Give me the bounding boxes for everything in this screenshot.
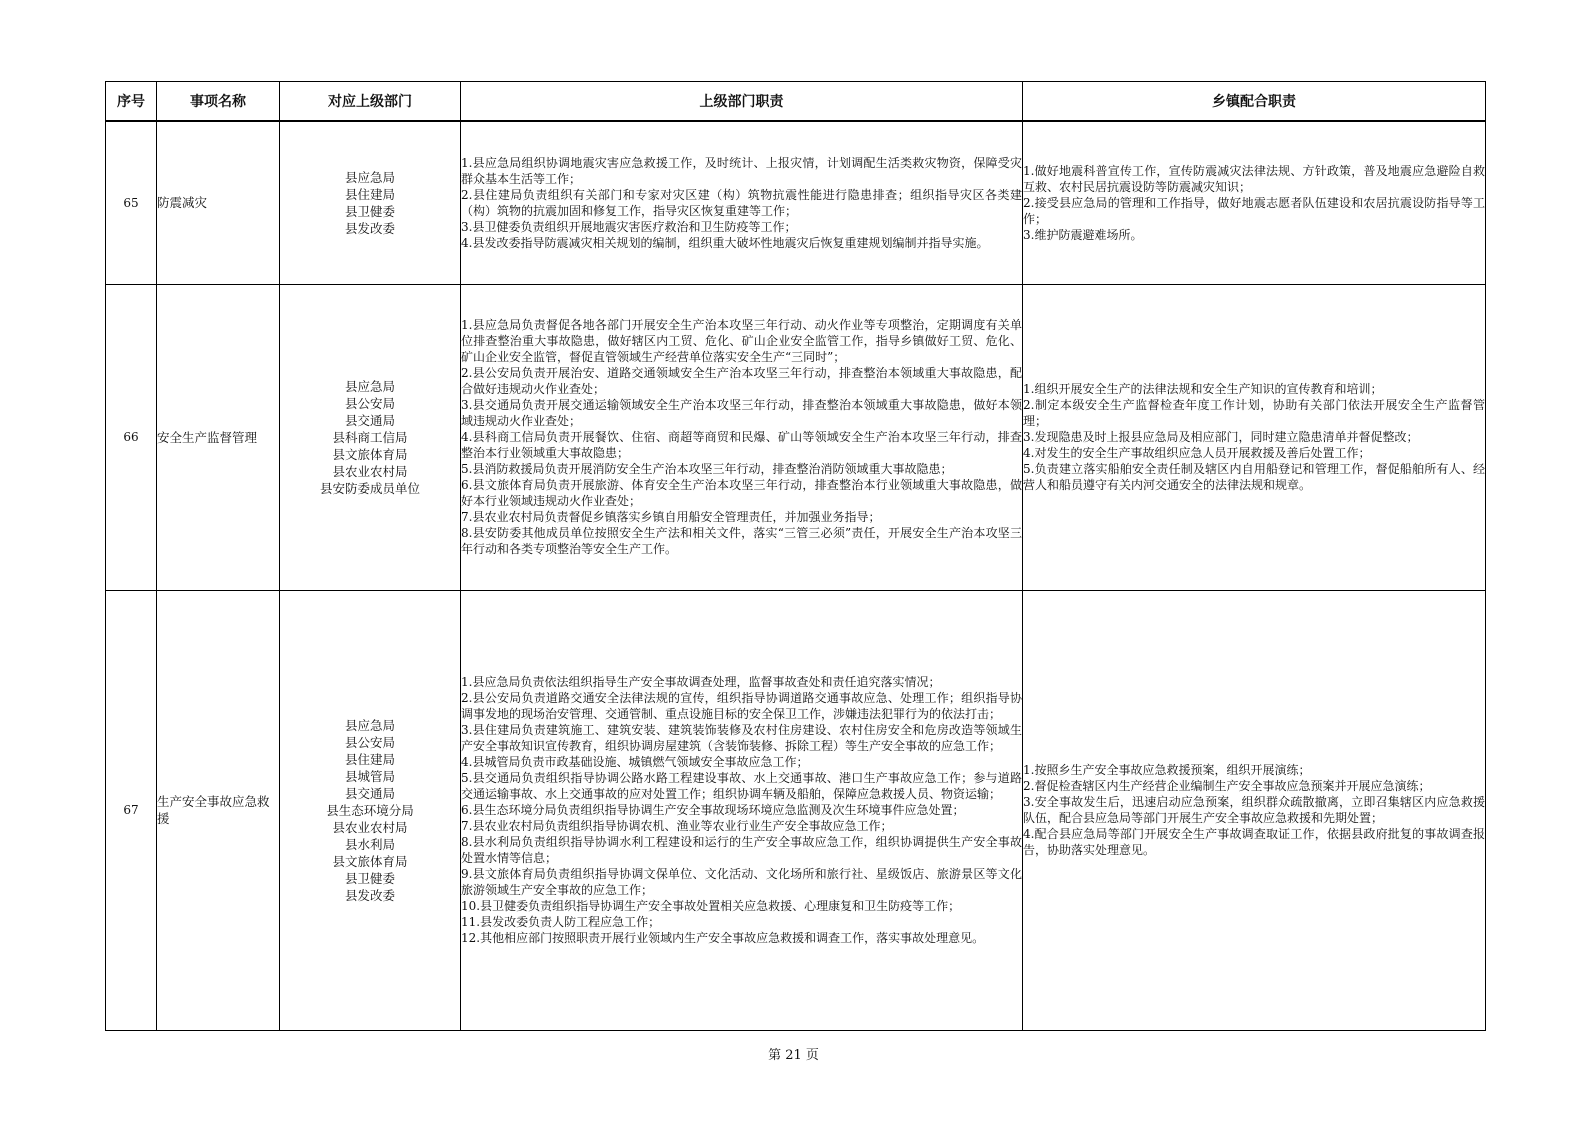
- duty-item: 5.县交通局负责组织指导协调公路水路工程建设事故、水上交通事故、港口生产事故应急工作；参与道路交通运输事故、水上交通事故的应对处置工作；组织协调车辆及船舶，保障应急救援人员、物资运输；: [461, 771, 1022, 801]
- duty-item: 1.按照乡生产安全事故应急救援预案，组织开展演练；: [1023, 763, 1311, 777]
- duty-item: 4.配合县应急局等部门开展安全生产事故调查取证工作，依据县政府批复的事故调查报告，协助落实处理意见。: [1023, 827, 1485, 857]
- dept-item: 县交通局: [344, 412, 395, 428]
- page-number: 第 21 页: [768, 1048, 819, 1063]
- duty-item: 11.县发改委负责人防工程应急工作；: [461, 915, 661, 929]
- duty-item: 1.组织开展安全生产的法律法规和安全生产知识的宣传教育和培训；: [1023, 382, 1383, 396]
- duty-item: 2.县住建局负责组织有关部门和专家对灾区建（构）筑物抗震性能进行隐患排查；组织指导灾区各类建（构）筑物的抗震加固和修复工作，指导灾区恢复重建等工作；: [461, 187, 1022, 218]
- duty-item: 4.县科商工信局负责开展餐饮、住宿、商超等商贸和民爆、矿山等领域安全生产治本攻坚三年行动，排查整治本行业领域重大事故隐患；: [461, 430, 1022, 460]
- dept-item: 县卫健委: [344, 870, 395, 886]
- header-superior-duty: 上级部门职责: [461, 82, 1023, 122]
- duty-table: [105, 81, 1486, 1031]
- header-no: 序号: [106, 82, 157, 122]
- duty-item: 2.县公安局负责开展治安、道路交通领域安全生产治本攻坚三年行动，排查整治本领域重大事故隐患，配合做好违规动火作业查处；: [461, 366, 1022, 396]
- header-row: [106, 82, 1486, 122]
- duty-item: 6.县文旅体育局负责开展旅游、体育安全生产治本攻坚三年行动，排查整治本行业领域重大事故隐患，做好本行业领域违规动火作业查处；: [461, 478, 1022, 508]
- dept-item: 县农业农村局: [332, 819, 408, 835]
- town-duty-list: [1023, 121, 1486, 284]
- dept-item: 县城管局: [344, 768, 395, 784]
- dept-item: 县科商工信局: [332, 429, 408, 445]
- dept-item: 县安防委成员单位: [319, 480, 420, 496]
- dept-item: 县水利局: [344, 836, 395, 852]
- duty-item: 2.接受县应急局的管理和工作指导，做好地震志愿者队伍建设和农居抗震设防指导等工作；: [1023, 195, 1485, 226]
- table-row: [106, 284, 1486, 590]
- duty-item: 6.县生态环境分局负责组织指导协调生产安全事故现场环境应急监测及次生环境事件应急处置；: [461, 803, 965, 817]
- duty-item: 4.对发生的安全生产事故组织应急人员开展救援及善后处置工作；: [1023, 446, 1371, 460]
- duty-item: 1.做好地震科普宣传工作，宣传防震减灾法律法规、方针政策，普及地震应急避险自救互救、农村民居抗震设防等防震减灾知识；: [1023, 163, 1485, 194]
- duty-item: 4.县发改委指导防震减灾相关规划的编制，组织重大破坏性地震灾后恢复重建规划编制并指导实施。: [461, 235, 989, 250]
- dept-item: 县应急局: [344, 378, 395, 394]
- dept-item: 县应急局: [344, 169, 395, 185]
- duty-item: 2.制定本级安全生产监督检查年度工作计划，协助有关部门依法开展安全生产监督管理；: [1023, 398, 1485, 428]
- duty-item: 7.县农业农村局负责组织指导协调农机、渔业等农业行业生产安全事故应急工作；: [461, 819, 893, 833]
- duty-item: 5.县消防救援局负责开展消防安全生产治本攻坚三年行动，排查整治消防领域重大事故隐患；: [461, 462, 953, 476]
- duty-item: 1.县应急局组织协调地震灾害应急救援工作，及时统计、上报灾情，计划调配生活类救灾物资，保障受灾群众基本生活等工作；: [461, 155, 1022, 186]
- row-number: 67: [106, 590, 157, 1030]
- town-duty-list: [1023, 590, 1486, 1030]
- dept-item: 县住建局: [344, 186, 395, 202]
- dept-item: 县农业农村局: [332, 463, 408, 479]
- item-name: 安全生产监督管理: [157, 284, 280, 590]
- dept-item: 县文旅体育局: [332, 853, 408, 869]
- dept-item: 县发改委: [344, 887, 395, 903]
- dept-item: 县文旅体育局: [332, 446, 408, 462]
- dept-item: 县公安局: [344, 734, 395, 750]
- duty-item: 2.督促检查辖区内生产经营企业编制生产安全事故应急预案并开展应急演练；: [1023, 779, 1431, 793]
- header-town-duty: 乡镇配合职责: [1023, 82, 1486, 122]
- superior-duty-list: [461, 121, 1023, 284]
- table-row: [106, 590, 1486, 1030]
- duty-item: 4.县城管局负责市政基础设施、城镇燃气领域安全事故应急工作；: [461, 755, 809, 769]
- row-number: 65: [106, 121, 157, 284]
- duty-item: 10.县卫健委负责组织指导协调生产安全事故处置相关应急救援、心理康复和卫生防疫等工作；: [461, 899, 961, 913]
- duty-item: 3.安全事故发生后，迅速启动应急预案，组织群众疏散撤离，立即召集辖区内应急救援队伍，配合县应急局等部门开展生产安全事故应急救援和先期处置；: [1023, 795, 1485, 825]
- superior-duty-list: [461, 284, 1023, 590]
- duty-item: 1.县应急局负责督促各地各部门开展安全生产治本攻坚三年行动、动火作业等专项整治，定期调度有关单位排查整治重大事故隐患，做好辖区内工贸、危化、矿山企业安全监管工作，指导乡镇做好工贸、危化、矿山企业安全监管，督促直管领域生产经营单位落实安全生产“三同时”；: [461, 318, 1022, 364]
- duty-item: 1.县应急局负责依法组织指导生产安全事故调查处理，监督事故查处和责任追究落实情况；: [461, 675, 941, 689]
- dept-item: 县住建局: [344, 751, 395, 767]
- dept-item: 县卫健委: [344, 203, 395, 219]
- dept-item: 县生态环境分局: [326, 802, 414, 818]
- header-dept: 对应上级部门: [280, 82, 461, 122]
- dept-item: 县交通局: [344, 785, 395, 801]
- table-row: [106, 121, 1486, 284]
- duty-item: 7.县农业农村局负责督促乡镇落实乡镇自用船安全管理责任，并加强业务指导；: [461, 510, 881, 524]
- town-duty-list: [1023, 284, 1486, 590]
- row-number: 66: [106, 284, 157, 590]
- duty-item: 3.县住建局负责建筑施工、建筑安装、建筑装饰装修及农村住房建设、农村住房安全和危房改造等领域生产安全事故知识宣传教育，组织协调房屋建筑（含装饰装修、拆除工程）等生产安全事故的应急工作；: [461, 723, 1022, 753]
- duty-item: 3.维护防震避难场所。: [1023, 227, 1143, 242]
- duty-item: 12.其他相应部门按照职责开展行业领域内生产安全事故应急救援和调查工作，落实事故处理意见。: [461, 931, 985, 945]
- duty-item: 9.县文旅体育局负责组织指导协调文保单位、文化活动、文化场所和旅行社、星级饭店、旅游景区等文化旅游领域生产安全事故的应急工作；: [461, 867, 1022, 897]
- item-name: 生产安全事故应急救援: [157, 590, 280, 1030]
- duty-item: 8.县安防委其他成员单位按照安全生产法和相关文件，落实“三管三必须”责任，开展安全生产治本攻坚三年行动和各类专项整治等安全生产工作。: [461, 526, 1022, 556]
- dept-list: [280, 121, 461, 284]
- dept-list: [280, 284, 461, 590]
- dept-list: [280, 590, 461, 1030]
- duty-item: 3.县卫健委负责组织开展地震灾害医疗救治和卫生防疫等工作；: [461, 219, 797, 234]
- dept-item: 县应急局: [344, 717, 395, 733]
- duty-item: 8.县水利局负责组织指导协调水利工程建设和运行的生产安全事故应急工作，组织协调提供生产安全事故处置水情等信息；: [461, 835, 1022, 865]
- duty-item: 3.县交通局负责开展交通运输领域安全生产治本攻坚三年行动，排查整治本领域重大事故隐患，做好本领域违规动火作业查处；: [461, 398, 1022, 428]
- duty-item: 5.负责建立落实船舶安全责任制及辖区内自用船登记和管理工作，督促船舶所有人、经营人和船员遵守有关内河交通安全的法律法规和规章。: [1023, 462, 1485, 492]
- header-name: 事项名称: [157, 82, 280, 122]
- dept-item: 县公安局: [344, 395, 395, 411]
- superior-duty-list: [461, 590, 1023, 1030]
- duty-item: 2.县公安局负责道路交通安全法律法规的宣传，组织指导协调道路交通事故应急、处理工作；组织指导协调事发地的现场治安管理、交通管制、重点设施目标的安全保卫工作，涉嫌违法犯罪行为的依法打击；: [461, 691, 1022, 721]
- dept-item: 县发改委: [344, 220, 395, 236]
- item-name: 防震减灾: [157, 121, 280, 284]
- duty-item: 3.发现隐患及时上报县应急局及相应部门，同时建立隐患清单并督促整改；: [1023, 430, 1419, 444]
